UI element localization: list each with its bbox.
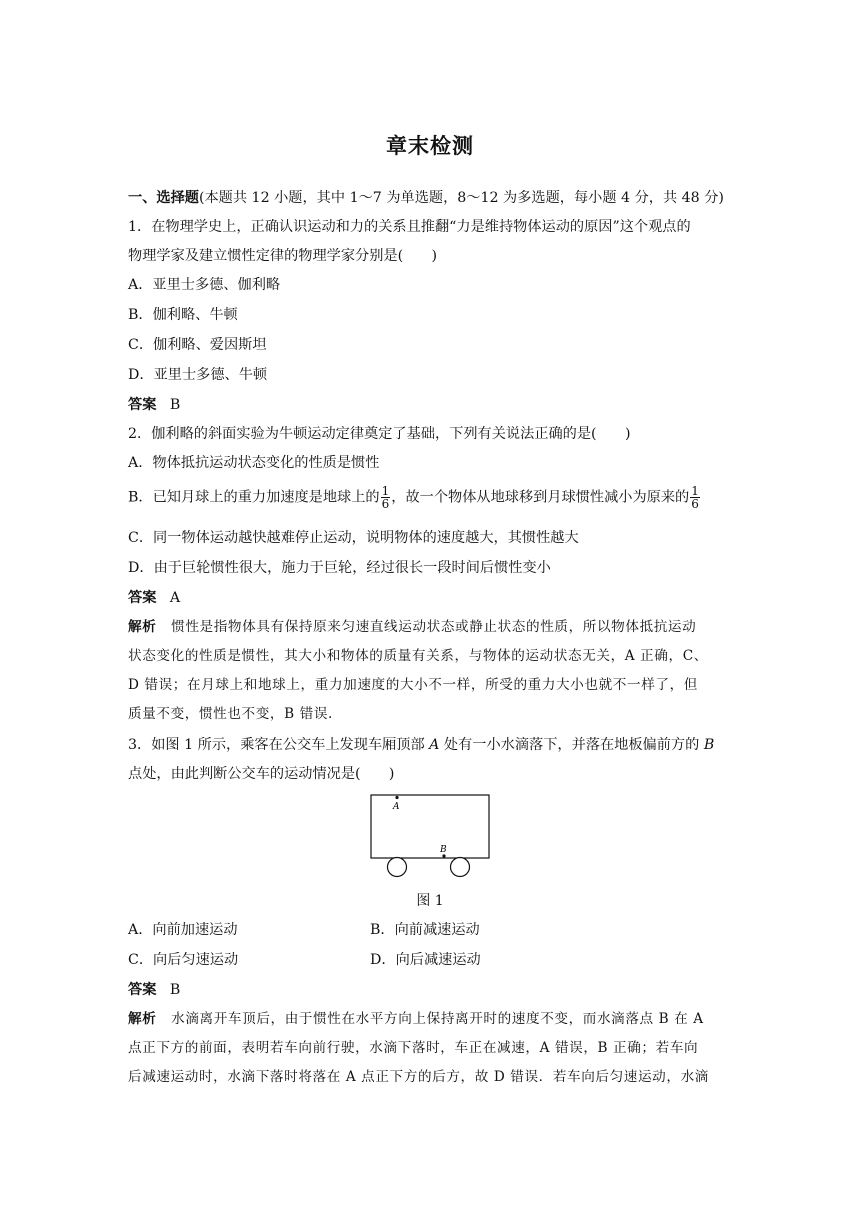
fraction-numerator: 1 (381, 484, 390, 498)
q3-stem-text: 处有一小水滴落下，并落在地板偏前方的 (439, 737, 704, 753)
q3-explanation-line1 (128, 1009, 704, 1029)
explanation-label: 解析 (128, 619, 157, 635)
answer-label: 答案 (128, 397, 157, 413)
section-header (128, 188, 724, 208)
point-a-dot (395, 796, 398, 799)
fraction-denominator: 6 (381, 497, 390, 511)
q2-option-b-part2: ，故一个物体从地球移到月球惯性减小为原来的 (391, 489, 690, 506)
q3-answer (128, 980, 180, 1000)
q3-option-a: A．向前加速运动 (128, 922, 238, 938)
explanation-text: 水滴离开车顶后，由于惯性在水平方向上保持离开时的速度不变，而水滴落点 B 在 A (171, 1011, 704, 1027)
bus-wheel-rear (388, 858, 407, 877)
q3-stem-text: 3．如图 1 所示，乘客在公交车上发现车厢顶部 (128, 737, 430, 753)
page-title: 章末检测 (386, 134, 474, 158)
answer-value: A (169, 590, 181, 606)
bus-body (371, 795, 489, 858)
bus-figure (366, 790, 494, 882)
q3-stem-line2: 点处，由此判断公交车的运动情况是( ) (128, 766, 395, 782)
fraction-numerator: 1 (691, 484, 699, 498)
q3-explanation-line2: 点正下方的前面，表明若车向前行驶，水滴下落时，车正在减速，A 错误，B 正确；若车向 (128, 1040, 699, 1056)
point-a-label: A (393, 802, 400, 812)
q2-option-b (128, 485, 701, 510)
answer-value: B (169, 397, 181, 413)
answer-label: 答案 (128, 590, 157, 606)
explanation-text: 惯性是指物体具有保持原来匀速直线运动状态或静止状态的性质，所以物体抵抗运动 (171, 619, 697, 635)
explanation-label: 解析 (128, 1011, 157, 1027)
point-a-var: A (429, 737, 440, 753)
q2-option-b-part1: B．已知月球上的重力加速度是地球上的 (128, 489, 380, 506)
answer-value: B (169, 982, 181, 998)
q2-explanation-line3: D 错误；在月球上和地球上，重力加速度的大小不一样，所受的重力大小也就不一样了，但 (128, 677, 698, 693)
figure-caption: 图 1 (416, 893, 444, 909)
q3-option-d: D．向后减速运动 (370, 952, 481, 968)
q2-explanation-line4: 质量不变，惯性也不变，B 错误. (128, 706, 333, 722)
q1-option-b: B．伽利略、牛顿 (128, 307, 238, 323)
q3-explanation-line3: 后减速运动时，水滴下落时将落在 A 点正下方的后方，故 D 错误．若车向后匀速运动，水滴 (128, 1069, 709, 1085)
q1-option-c: C．伽利略、爱因斯坦 (128, 337, 267, 353)
q3-option-b: B．向前减速运动 (370, 922, 480, 938)
fraction-one-sixth (690, 485, 700, 510)
fraction-one-sixth (381, 485, 391, 510)
answer-label: 答案 (128, 982, 157, 998)
q2-option-c: C．同一物体运动越快越难停止运动，说明物体的速度越大，其惯性越大 (128, 530, 579, 546)
q2-explanation-line1 (128, 617, 696, 637)
q1-answer (128, 395, 180, 415)
q3-stem-line1 (128, 735, 714, 755)
q2-answer (128, 588, 180, 608)
q2-option-d: D．由于巨轮惯性很大，施力于巨轮，经过很长一段时间后惯性变小 (128, 560, 551, 576)
fraction-denominator: 6 (691, 497, 699, 511)
q2-stem: 2．伽利略的斜面实验为牛顿运动定律奠定了基础，下列有关说法正确的是( ) (128, 426, 631, 442)
q1-option-a: A．亚里士多德、伽利略 (128, 277, 281, 293)
q3-option-c: C．向后匀速运动 (128, 952, 239, 968)
q1-stem-line1: 1．在物理学史上，正确认识运动和力的关系且推翻“力是维持物体运动的原因”这个观点的 (128, 219, 691, 235)
q2-explanation-line2: 状态变化的性质是惯性，其大小和物体的质量有关系，与物体的运动状态无关，A 正确，C、 (128, 648, 708, 664)
q2-option-a: A．物体抵抗运动状态变化的性质是惯性 (128, 455, 380, 471)
point-b-var: B (703, 737, 715, 753)
bus-wheel-front (451, 858, 470, 877)
q1-option-d: D．亚里士多德、牛顿 (128, 367, 268, 383)
section-label: 一、选择题 (128, 190, 199, 206)
section-description: (本题共 12 小题，其中 1～7 为单选题，8～12 为多选题，每小题 4 分，共 48 分) (198, 190, 724, 206)
q1-stem-line2: 物理学家及建立惯性定律的物理学家分别是( ) (128, 248, 438, 264)
point-b-label: B (440, 845, 447, 855)
